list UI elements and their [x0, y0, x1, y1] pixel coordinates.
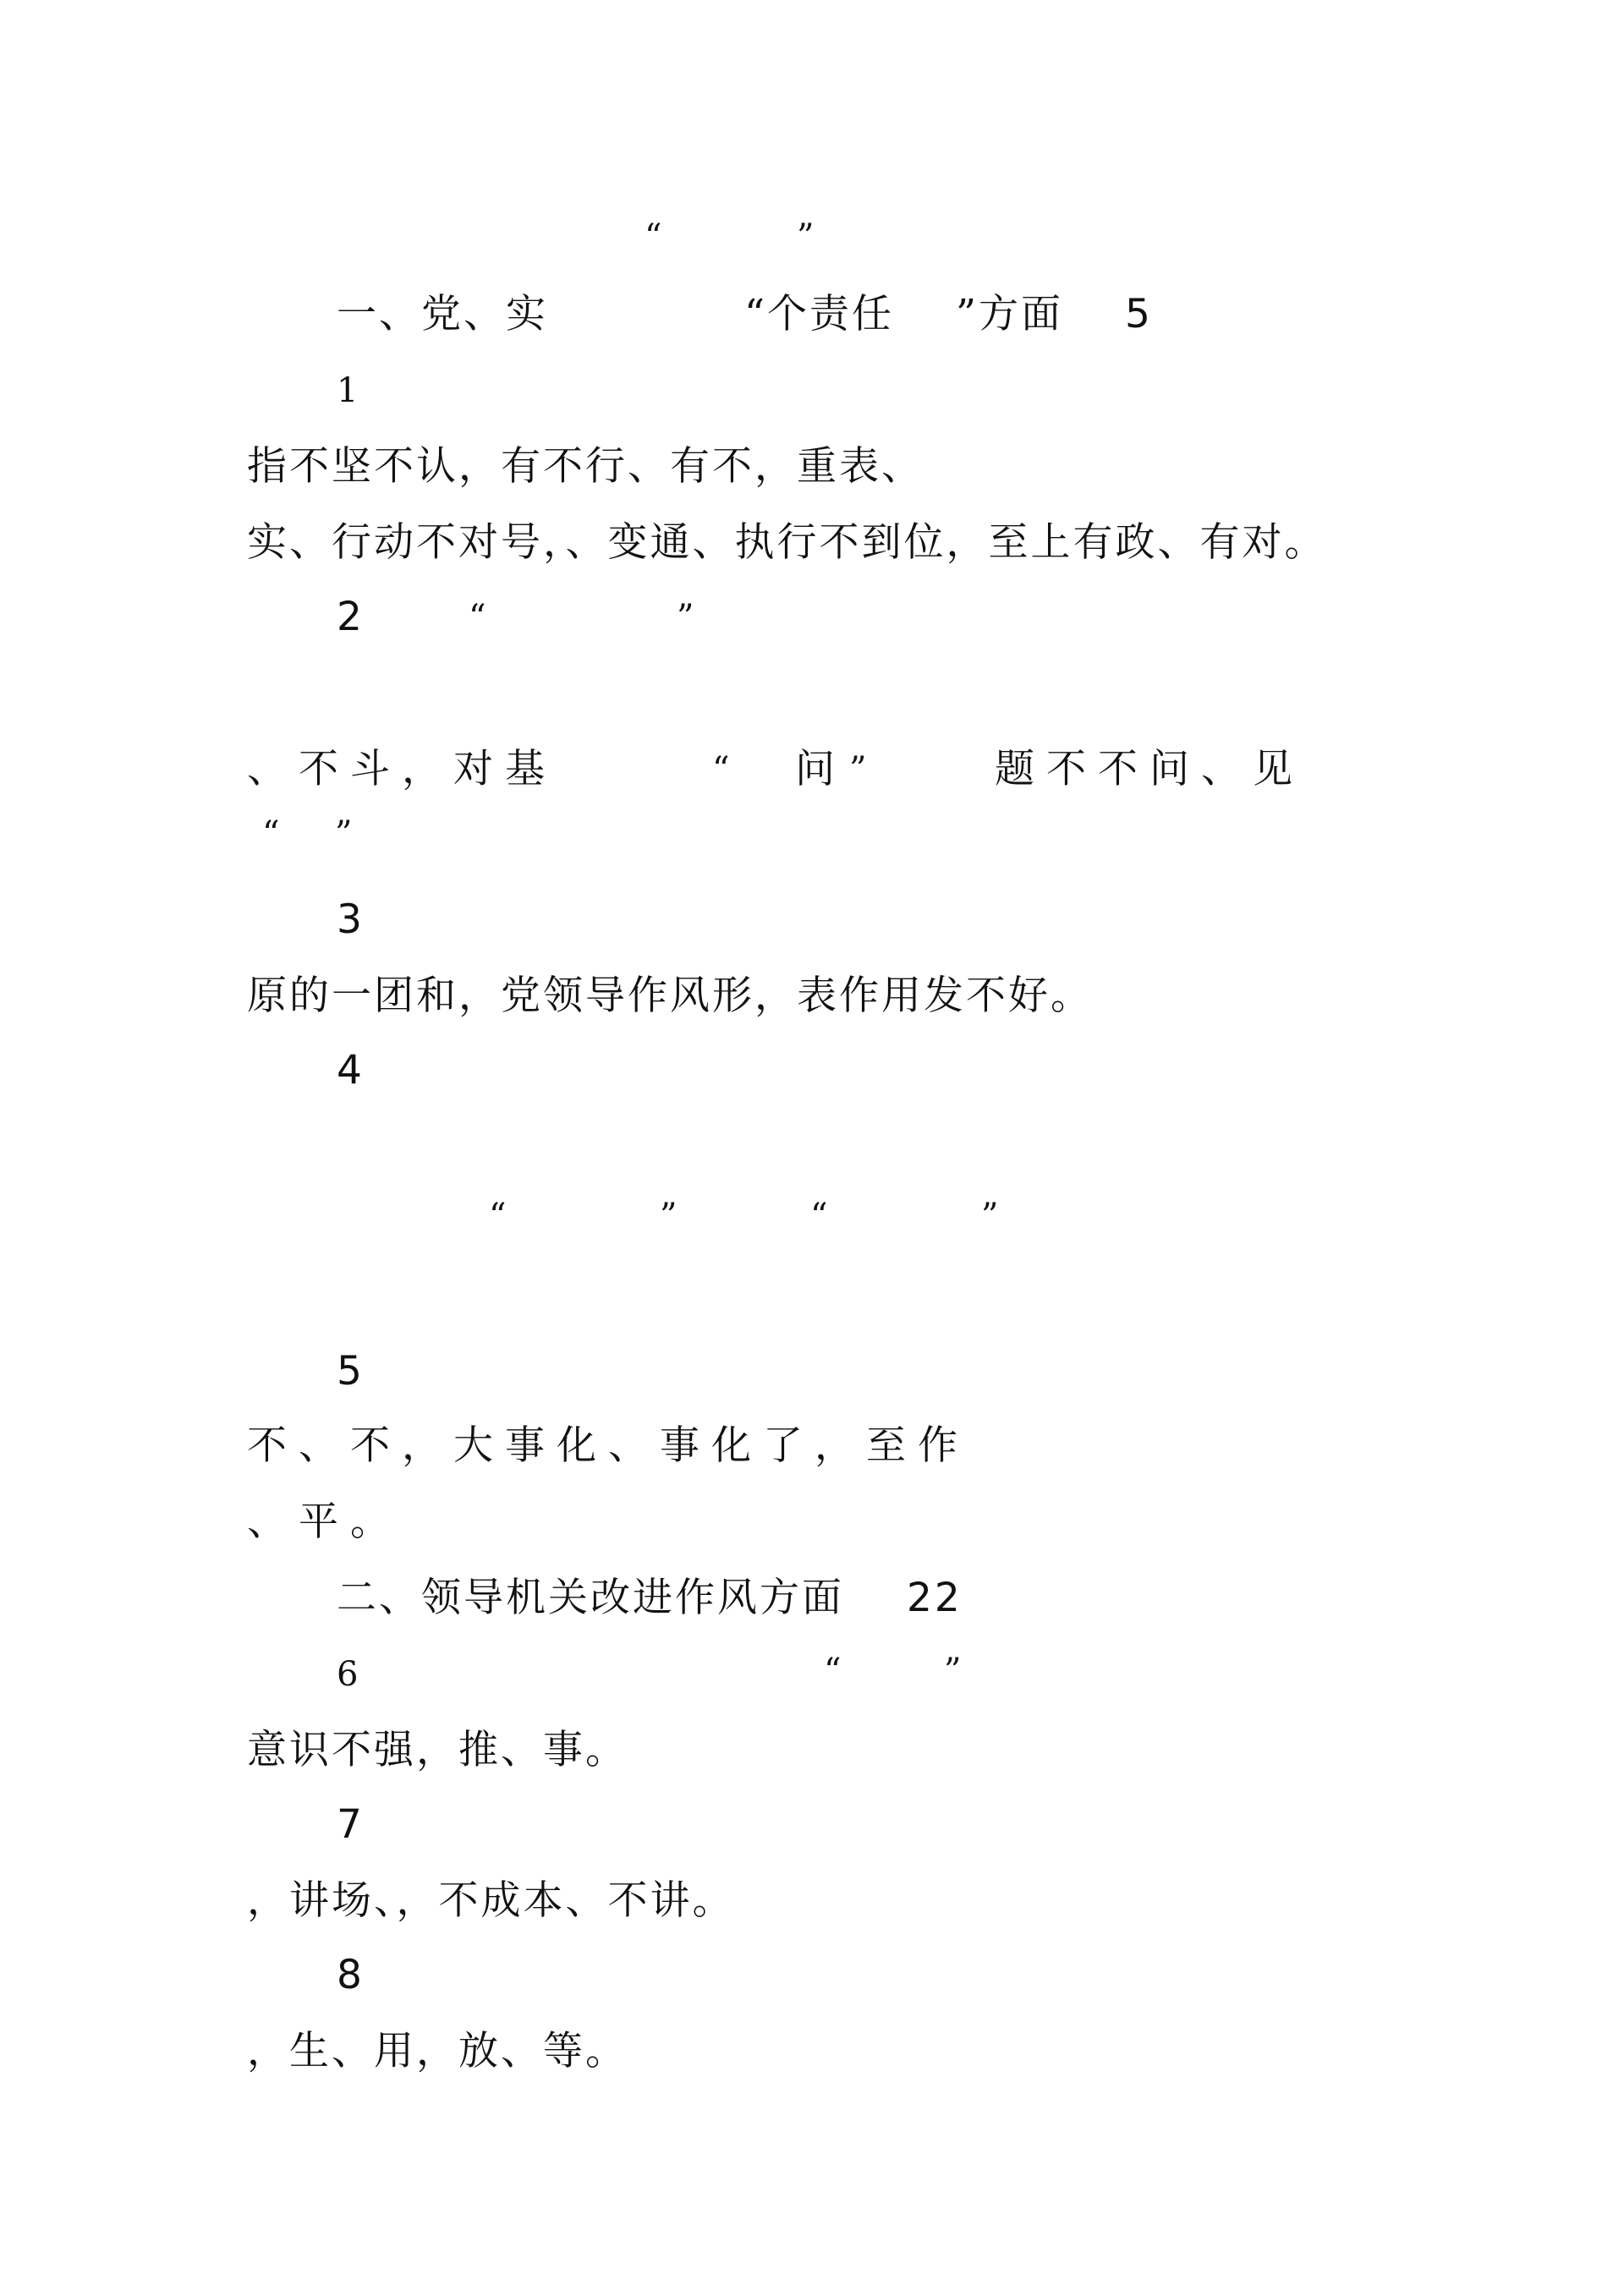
title-open-quote: “ [645, 217, 665, 256]
item-7-number: 7 [337, 1801, 365, 1848]
item-2-line-a-tail: 题不不问、见 [995, 746, 1304, 792]
section1-heading-close: ”方面 [956, 291, 1064, 337]
item-2-open-quote: “ [469, 598, 489, 637]
item-6-number: 6 [337, 1655, 361, 1694]
item-5-line-1: 不、不，大事化、事化了，至作 [247, 1422, 969, 1469]
item-2-line-a-word: 问 [795, 746, 837, 792]
item-1-line-2: 实、行动不对号，、变通、执行不到位，至上有政、有对。 [247, 519, 1327, 566]
section1-heading-quoted: “个责任 [744, 291, 895, 337]
item-4-quote-1: “ [489, 1197, 509, 1236]
item-4-quote-3: “ [810, 1197, 831, 1236]
item-5-number: 5 [337, 1348, 365, 1395]
item-2-line-a-close-quote: ” [849, 750, 870, 789]
item-6-close-quote: ” [944, 1652, 964, 1690]
item-2-line-b-close-quote: ” [335, 814, 355, 853]
item-8-line-1: ，生、用，放、等。 [247, 2028, 628, 2074]
item-6-open-quote: “ [824, 1652, 844, 1690]
item-2-line-b-open-quote: “ [262, 814, 283, 853]
item-3-number: 3 [337, 896, 365, 943]
item-4-quote-2: ” [660, 1197, 680, 1236]
item-8-number: 8 [337, 1952, 365, 1998]
section1-heading-count: 5 [1125, 291, 1153, 337]
item-5-line-2: 、平。 [247, 1499, 402, 1545]
item-6-line-1: 意识不强，推、事。 [247, 1727, 628, 1773]
section2-heading-count: 22 [907, 1575, 963, 1621]
item-1-number: 1 [337, 371, 361, 410]
item-4-quote-4: ” [981, 1197, 1001, 1236]
item-1-line-1: 指不坚不认，有不行、有不，重表、 [247, 443, 924, 490]
section2-heading: 二、领导机关改进作风方面 [337, 1575, 844, 1621]
item-4-number: 4 [337, 1047, 365, 1093]
item-2-close-quote: ” [677, 598, 697, 637]
item-3-line-1: 原的一团和，党领导作风形，表作用发不好。 [247, 973, 1093, 1019]
title-close-quote: ” [797, 217, 817, 256]
item-2-line-a-open-quote: “ [712, 750, 732, 789]
item-2-line-a: 、不斗，对基 [247, 746, 557, 792]
section1-heading-prefix: 一、党、实 [337, 291, 548, 337]
item-7-line-1: ，讲场、，不成本、不讲。 [247, 1877, 735, 1924]
item-2-number: 2 [337, 594, 365, 640]
